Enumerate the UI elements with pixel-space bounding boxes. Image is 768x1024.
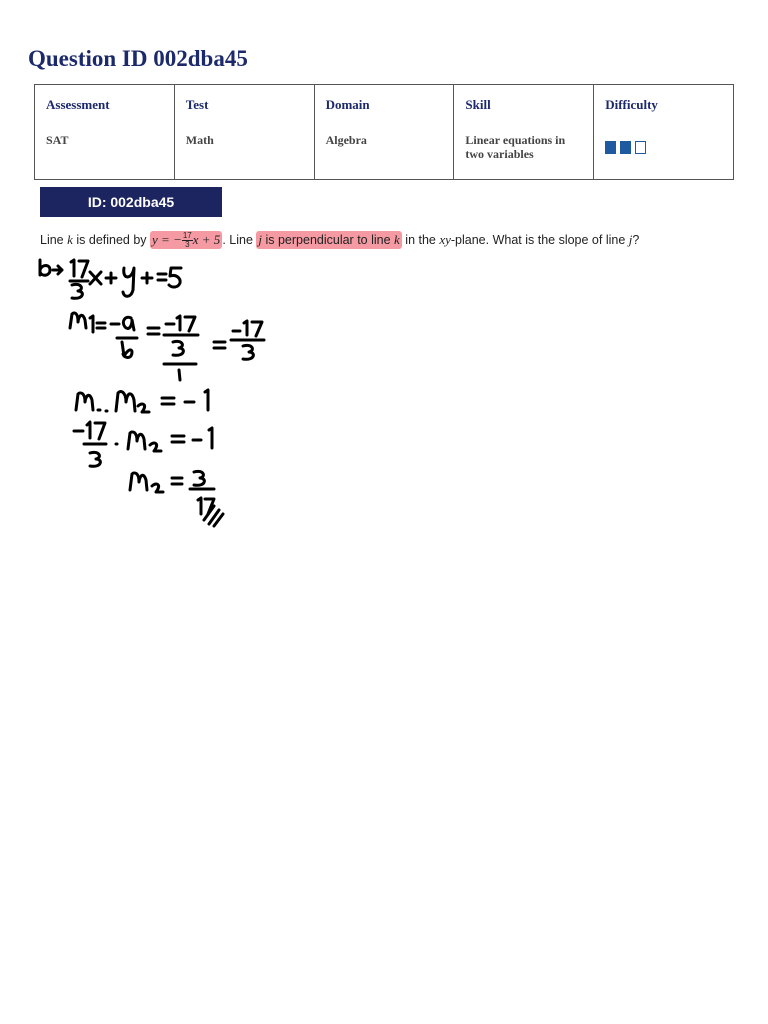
difficulty-square-filled (620, 141, 631, 154)
domain-value: Algebra (325, 133, 367, 148)
domain-value-cell (314, 127, 454, 179)
question-text (40, 230, 639, 250)
math-variable: xy (439, 232, 451, 247)
page-title: Question ID 002dba45 (28, 46, 248, 71)
test-value-cell (174, 127, 314, 179)
question-fragment: in the (401, 233, 440, 247)
highlighted-equation (150, 231, 222, 249)
math-variable: j (258, 232, 262, 247)
question-id-badge: ID: 002dba45 (40, 187, 222, 217)
test-value: Math (185, 133, 214, 148)
fraction-denominator: 3 (185, 240, 190, 250)
question-fragment: -plane. What is the slope of line (450, 233, 629, 247)
question-fragment: ? (632, 233, 640, 247)
handwritten-line-1 (40, 260, 181, 298)
handwritten-solution (34, 250, 294, 540)
skill-header: Skill (465, 97, 491, 112)
fraction-numerator: 17 (182, 231, 192, 241)
handwritten-line-3 (76, 390, 208, 412)
handwritten-line-5 (130, 471, 223, 526)
assessment-cell (35, 85, 175, 128)
difficulty-header: Difficulty (605, 97, 658, 112)
skill-value-cell (454, 127, 594, 179)
difficulty-square-filled (605, 141, 616, 154)
difficulty-indicator (605, 141, 722, 154)
math-variable: j (628, 232, 633, 247)
domain-cell (314, 85, 454, 128)
handwritten-line-4 (74, 422, 212, 466)
difficulty-cell (594, 85, 734, 128)
skill-cell (454, 85, 594, 128)
question-fragment: is defined by (72, 233, 151, 247)
test-header: Test (185, 97, 209, 112)
equation-prefix: y = − (152, 232, 182, 247)
assessment-header: Assessment (46, 97, 110, 112)
skill-value: Linear equations in two variables (465, 133, 566, 162)
domain-header: Domain (325, 97, 370, 112)
question-fragment: Line (40, 233, 68, 247)
math-variable: k (394, 232, 400, 247)
equation-fraction (182, 232, 193, 249)
test-cell (174, 85, 314, 128)
highlighted-phrase (256, 231, 401, 249)
difficulty-square-empty (635, 141, 646, 154)
question-metadata-table (34, 84, 734, 180)
equation-suffix: x + 5 (192, 232, 221, 247)
assessment-value-cell (35, 127, 175, 179)
assessment-value: SAT (46, 133, 69, 148)
math-variable: k (67, 232, 73, 247)
handwritten-line-2 (70, 313, 264, 380)
question-fragment: . Line (222, 233, 257, 247)
difficulty-value-cell (594, 127, 734, 179)
question-fragment: is perpendicular to line (262, 233, 395, 247)
